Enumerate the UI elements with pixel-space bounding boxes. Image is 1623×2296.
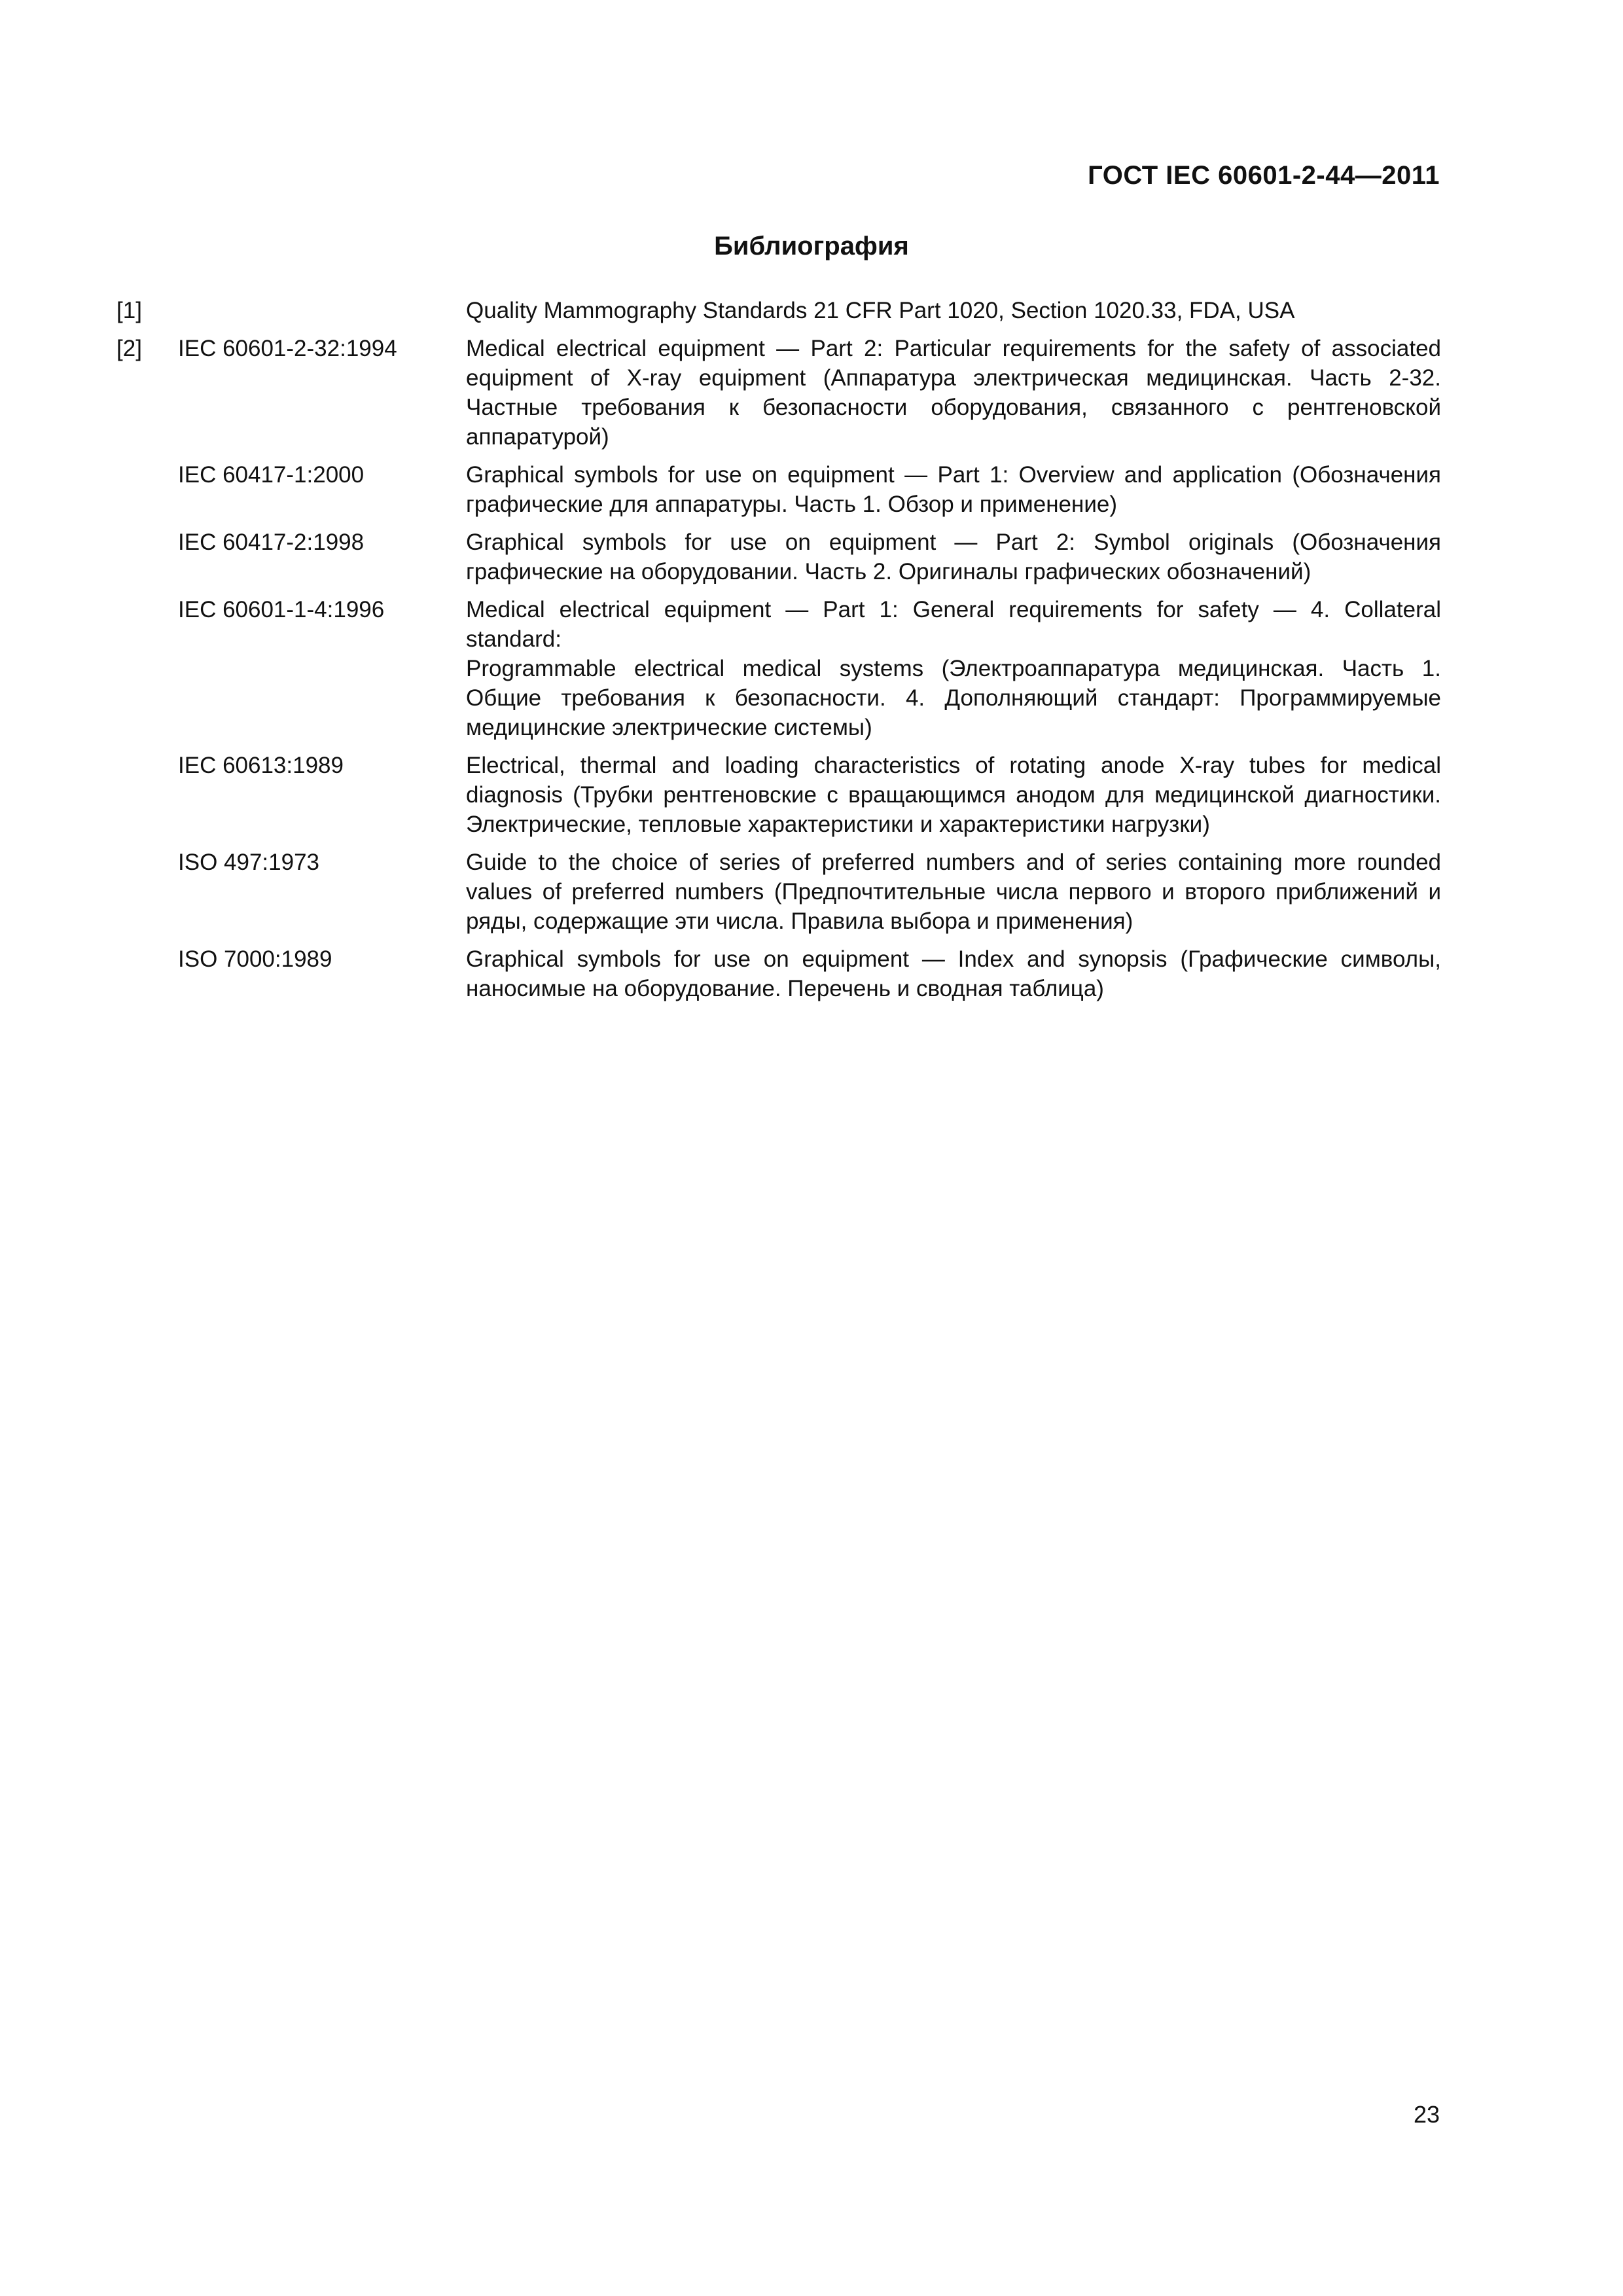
- description-paragraph: Graphical symbols for use on equipment — Part 1: Overview and application (Обозначения графические для аппаратуры. Часть 1. Обзор и применение): [466, 462, 1441, 517]
- entry-number: [2]: [116, 336, 142, 361]
- standard-code: IEC 60601-1-4:1996: [178, 597, 385, 622]
- entry-number: [1]: [116, 298, 142, 323]
- description-paragraph: Graphical symbols for use on equipment — Index and synopsis (Графические символы, наносимые на оборудование. Перечень и сводная таблица): [466, 946, 1441, 1001]
- description-paragraph: Electrical, thermal and loading characteristics of rotating anode X-ray tubes for medical diagnosis (Трубки рентгеновские с вращающимся анодом для медицинской диагностики. Электрические, тепловые характеристики и характеристики нагрузки): [466, 753, 1441, 837]
- document-code: ГОСТ IEC 60601-2-44—2011: [1088, 161, 1440, 190]
- bibliography-entry: [116, 751, 1441, 839]
- standard-code: IEC 60417-1:2000: [178, 462, 365, 488]
- bibliography-list: [116, 296, 1441, 1012]
- standard-code: IEC 60417-2:1998: [178, 529, 365, 555]
- bibliography-entry: [116, 595, 1441, 742]
- description-paragraph: Programmable electrical medical systems (Электроаппаратура медицинская. Часть 1. Общие требования к безопасности. 4. Дополняющий стандарт: Программируемые медицинские электрические системы): [466, 656, 1441, 740]
- bibliography-entry: [116, 296, 1441, 325]
- description-paragraph: Quality Mammography Standards 21 CFR Part 1020, Section 1020.33, FDA, USA: [466, 298, 1295, 323]
- description-paragraph: Medical electrical equipment — Part 1: General requirements for safety — 4. Collateral standard:: [466, 597, 1441, 652]
- standard-description: [466, 296, 1441, 325]
- standard-code: ISO 497:1973: [178, 850, 319, 875]
- standard-description: [466, 528, 1441, 586]
- bibliography-entry: [116, 944, 1441, 1003]
- bibliography-entry: [116, 528, 1441, 586]
- standard-description: [466, 944, 1441, 1003]
- standard-description: [466, 460, 1441, 519]
- standard-code: IEC 60613:1989: [178, 753, 344, 778]
- standard-code: IEC 60601-2-32:1994: [178, 336, 397, 361]
- bibliography-entry: [116, 334, 1441, 452]
- standard-description: [466, 334, 1441, 452]
- description-paragraph: Medical electrical equipment — Part 2: Particular requirements for the safety of associated equipment of X-ray equipment (Аппаратура электрическая медицинская. Часть 2-32. Частные требования к безопасности оборудования, связанного с рентгеновской аппаратурой): [466, 336, 1441, 450]
- standard-description: [466, 595, 1441, 742]
- standard-code: ISO 7000:1989: [178, 946, 332, 972]
- description-paragraph: Guide to the choice of series of preferred numbers and of series containing more rounded values of preferred numbers (Предпочтительные числа первого и второго приближений и ряды, содержащие эти числа. Правила выбора и применения): [466, 850, 1441, 934]
- bibliography-entry: [116, 848, 1441, 936]
- description-paragraph: Graphical symbols for use on equipment — Part 2: Symbol originals (Обозначения графические на оборудовании. Часть 2. Оригиналы графических обозначений): [466, 529, 1441, 584]
- standard-description: [466, 751, 1441, 839]
- bibliography-entry: [116, 460, 1441, 519]
- page-number: 23: [1413, 2101, 1440, 2128]
- standard-description: [466, 848, 1441, 936]
- section-title: Библиография: [714, 232, 909, 260]
